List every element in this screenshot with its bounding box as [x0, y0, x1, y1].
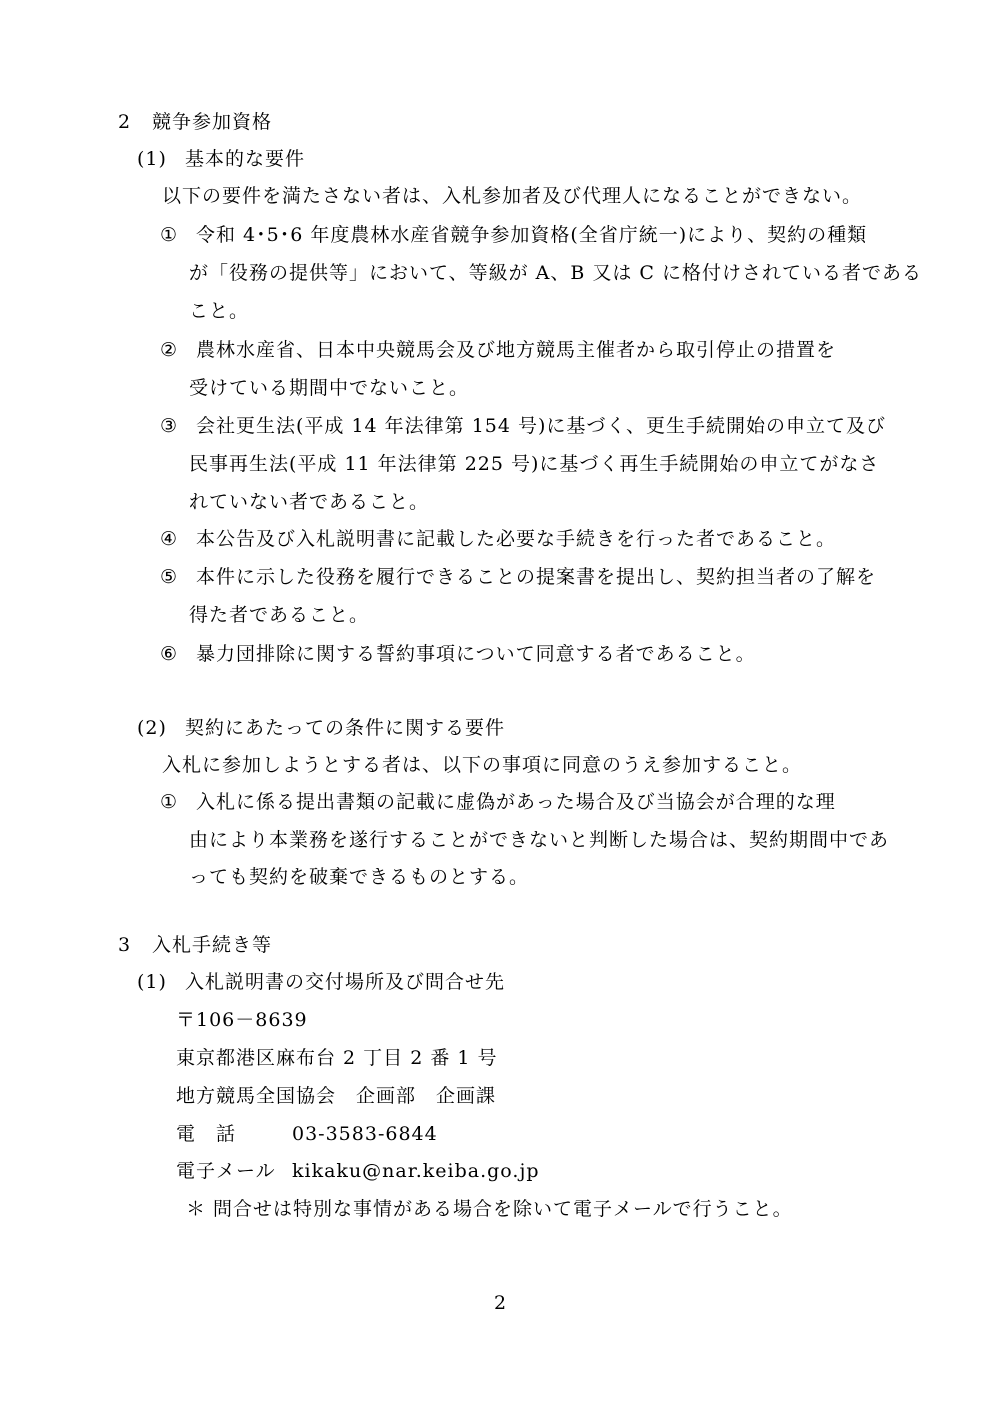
item-text: 会社更生法(平成 14 年法律第 154 号)に基づく、更生手続開始の申立て及び: [196, 415, 887, 437]
organization: 地方競馬全国協会 企画部 企画課: [176, 1085, 497, 1107]
telephone: [176, 1121, 438, 1147]
subsection-3-1-heading: [137, 969, 505, 995]
requirement-item: [160, 222, 867, 248]
subsection-number: (1): [137, 971, 167, 993]
email: [176, 1158, 540, 1184]
requirement-item: [160, 564, 876, 590]
item-text: 暴力団排除に関する誓約事項について同意する者であること。: [196, 643, 756, 665]
item-text-continued: こと。: [189, 300, 250, 322]
requirement-item: [160, 526, 836, 552]
subsection-2-1-intro: 以下の要件を満たさない者は、入札参加者及び代理人になることができない。: [162, 185, 863, 207]
item-text-continued: が「役務の提供等」において、等級が A、B 又は C に格付けされている者である: [189, 262, 923, 284]
telephone-label: 電 話: [176, 1123, 237, 1145]
item-text-continued: 民事再生法(平成 11 年法律第 225 号)に基づく再生手続開始の申立てがなさ: [189, 453, 880, 475]
subsection-2-1-heading: [137, 146, 305, 172]
subsection-title: 契約にあたっての条件に関する要件: [185, 717, 506, 739]
subsection-number: (1): [137, 148, 167, 170]
page-number: 2: [493, 1292, 507, 1314]
item-text-continued: れていない者であること。: [189, 491, 430, 513]
item-marker: ④: [160, 528, 179, 550]
item-text: 入札に係る提出書類の記載に虚偽があった場合及び当協会が合理的な理: [196, 791, 836, 813]
telephone-number: 03-3583-6844: [292, 1123, 438, 1145]
item-text: 本件に示した役務を履行できることの提案書を提出し、契約担当者の了解を: [196, 566, 877, 588]
postal-code: 〒106－8639: [176, 1009, 308, 1031]
item-text-continued: 得た者であること。: [189, 604, 370, 626]
requirement-item: [160, 413, 886, 439]
item-text-continued: 由により本業務を遂行することができないと判断した場合は、契約期間中であ: [189, 829, 890, 851]
email-address: kikaku@nar.keiba.go.jp: [292, 1160, 540, 1182]
address: 東京都港区麻布台 2 丁目 2 番 1 号: [176, 1047, 498, 1069]
item-marker: ⑤: [160, 566, 179, 588]
section-number: 3: [118, 934, 132, 956]
subsection-title: 入札説明書の交付場所及び問合せ先: [185, 971, 506, 993]
item-marker: ①: [160, 224, 179, 246]
section-number: 2: [118, 111, 132, 133]
section-2-heading: [118, 109, 272, 135]
item-marker: ②: [160, 339, 179, 361]
contact-note: ＊ 問合せは特別な事情がある場合を除いて電子メールで行うこと。: [186, 1198, 793, 1220]
requirement-item: [160, 641, 756, 667]
item-text-continued: っても契約を破棄できるものとする。: [189, 866, 530, 888]
requirement-item: [160, 337, 836, 363]
item-marker: ③: [160, 415, 179, 437]
subsection-title: 基本的な要件: [185, 148, 306, 170]
section-3-heading: [118, 932, 272, 958]
item-text: 令和 4･5･6 年度農林水産省競争参加資格(全省庁統一)により、契約の種類: [196, 224, 868, 246]
item-text: 農林水産省、日本中央競馬会及び地方競馬主催者から取引停止の措置を: [196, 339, 837, 361]
item-marker: ①: [160, 791, 179, 813]
subsection-2-2-heading: [137, 715, 505, 741]
section-title: 競争参加資格: [152, 111, 273, 133]
item-text: 本公告及び入札説明書に記載した必要な手続きを行った者であること。: [196, 528, 837, 550]
section-title: 入札手続き等: [152, 934, 273, 956]
item-text-continued: 受けている期間中でないこと。: [189, 377, 470, 399]
subsection-number: (2): [137, 717, 167, 739]
condition-item: [160, 789, 836, 815]
email-label: 電子メール: [176, 1160, 276, 1182]
item-marker: ⑥: [160, 643, 179, 665]
subsection-2-2-intro: 入札に参加しようとする者は、以下の事項に同意のうえ参加すること。: [162, 754, 803, 776]
